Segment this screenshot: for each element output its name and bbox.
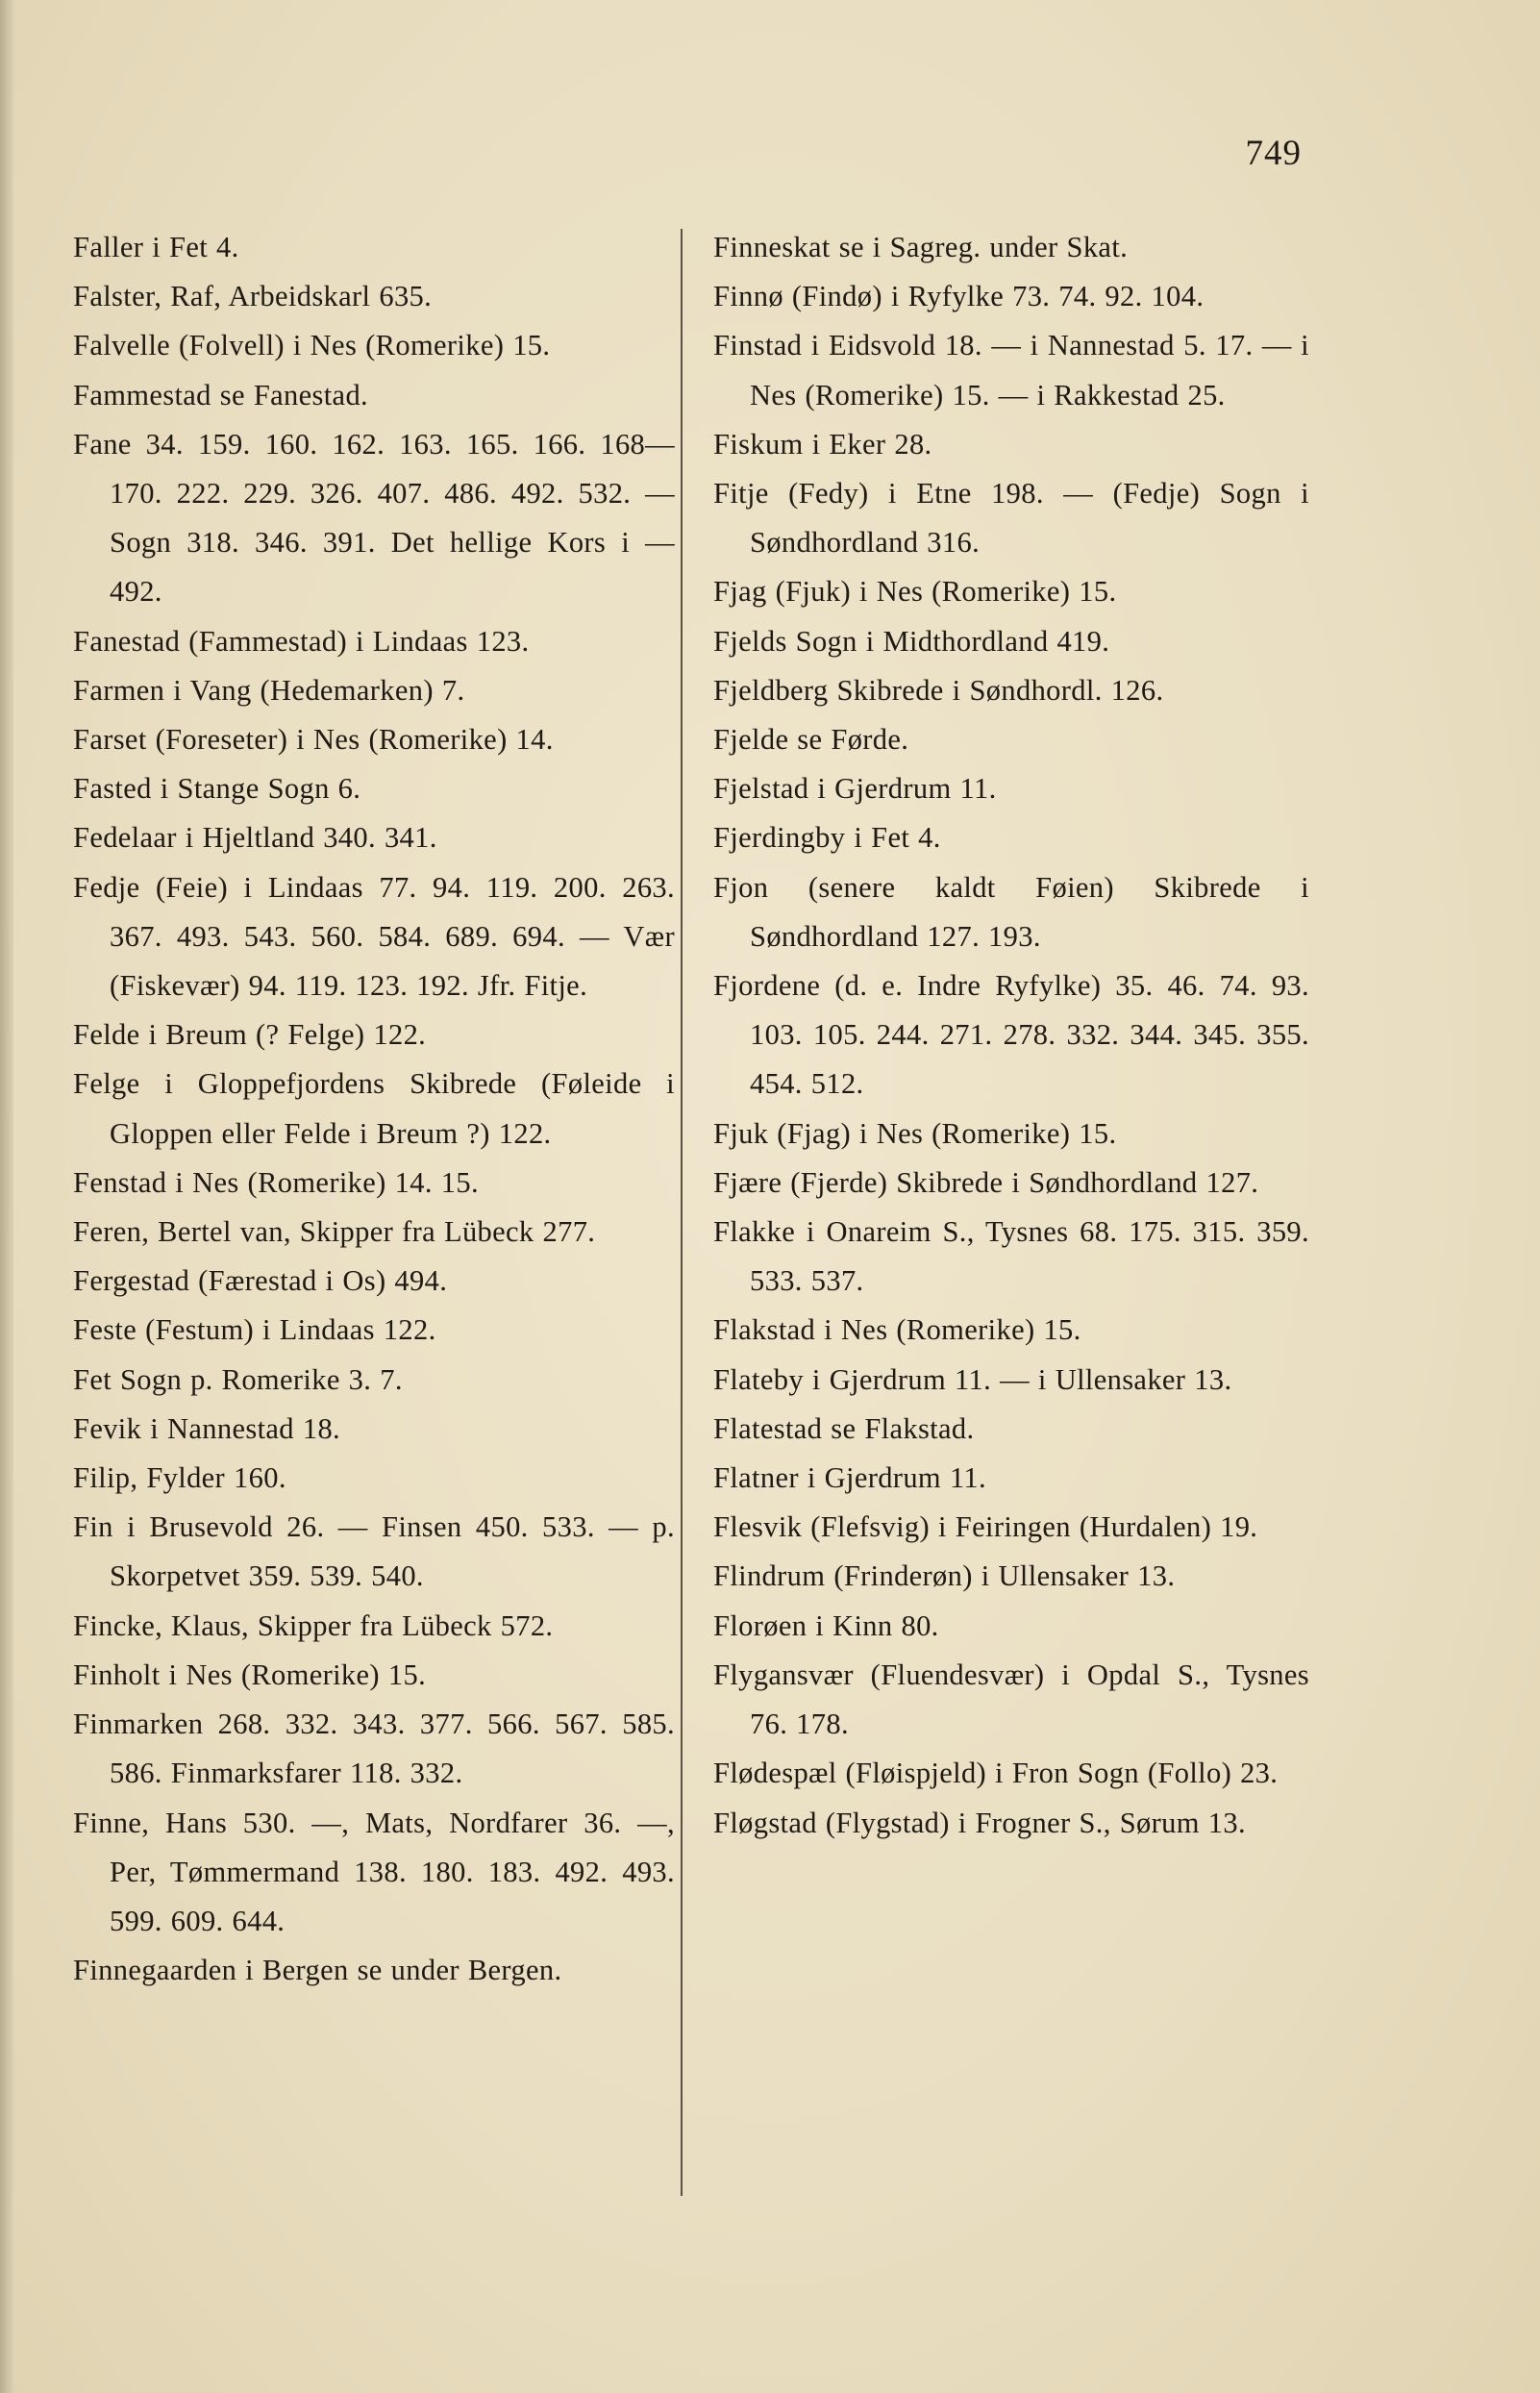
index-entry: Fet Sogn p. Romerike 3. 7.: [73, 1362, 403, 1396]
index-entry: Fergestad (Færestad i Os) 494.: [73, 1264, 448, 1298]
index-entry: Fevik i Nannestad 18.: [73, 1411, 341, 1445]
index-entry: Finstad i Eidsvold 18. — i Nannestad 5. 17. — i Nes (Romerike) 15. — i Rakkestad 25.: [713, 329, 1309, 411]
index-entry: Flesvik (Flefsvig) i Feiringen (Hurdalen) 19.: [713, 1510, 1258, 1544]
index-entry: Finneskat se i Sagreg. under Skat.: [713, 231, 1129, 263]
index-entry: Flindrum (Frinderøn) i Ullensaker 13.: [713, 1559, 1176, 1593]
index-entry: Flatestad se Flakstad.: [713, 1411, 975, 1445]
page-number: 749: [1245, 134, 1302, 173]
index-entry: Farset (Foreseter) i Nes (Romerike) 14.: [73, 723, 554, 757]
index-entry: Fiskum i Eker 28.: [713, 427, 932, 461]
index-entry: Fjag (Fjuk) i Nes (Romerike) 15.: [713, 575, 1117, 609]
index-entry: Fammestad se Fanestad.: [73, 378, 369, 411]
index-entry: Florøen i Kinn 80.: [713, 1608, 939, 1642]
index-entry: Fjelstad i Gjerdrum 11.: [713, 772, 997, 806]
column-divider: [681, 229, 683, 2196]
index-entry: Fedje (Feie) i Lindaas 77. 94. 119. 200. 263. 367. 493. 543. 560. 584. 689. 694. — Vær (Fiskevær) 94. 119. 123. 192. Jfr. Fitje.: [73, 870, 675, 1003]
index-entry: Flygansvær (Fluendesvær) i Opdal S., Tysnes 76. 178.: [713, 1658, 1309, 1741]
index-entry: Finholt i Nes (Romerike) 15.: [73, 1658, 427, 1691]
index-entry: Fjon (senere kaldt Føien) Skibrede i Søndhordland 127. 193.: [713, 870, 1309, 953]
index-entry: Fjeldberg Skibrede i Søndhordl. 126.: [713, 673, 1164, 707]
index-entry: Fjelde se Førde.: [713, 723, 909, 757]
index-entry: Flatner i Gjerdrum 11.: [713, 1461, 987, 1495]
index-entry: Feste (Festum) i Lindaas 122.: [73, 1313, 436, 1347]
index-entry: Faller i Fet 4.: [73, 231, 239, 263]
index-entry: Finnø (Findø) i Ryfylke 73. 74. 92. 104.: [713, 280, 1205, 313]
index-entry: Fedelaar i Hjeltland 340. 341.: [73, 821, 437, 855]
index-entry: Finne, Hans 530. —, Mats, Nordfarer 36. —, Per, Tømmermand 138. 180. 183. 492. 493. 599. 609. 644.: [73, 1806, 675, 1937]
index-entry: Fin i Brusevold 26. — Finsen 450. 533. — p. Skorpetvet 359. 539. 540.: [73, 1510, 675, 1593]
index-entry: Fjære (Fjerde) Skibrede i Søndhordland 127.: [713, 1165, 1259, 1199]
index-column-right: [713, 223, 1309, 1848]
index-entry: Fenstad i Nes (Romerike) 14. 15.: [73, 1165, 479, 1199]
index-entry: Fjordene (d. e. Indre Ryfylke) 35. 46. 74. 93. 103. 105. 244. 271. 278. 332. 344. 345. 355. 454. 512.: [713, 969, 1309, 1101]
index-entry: Fjelds Sogn i Midthordland 419.: [713, 624, 1110, 658]
index-entry: Flakke i Onareim S., Tysnes 68. 175. 315. 359. 533. 537.: [713, 1215, 1309, 1298]
index-entry: Flakstad i Nes (Romerike) 15.: [713, 1313, 1081, 1347]
index-entry: Felge i Gloppefjordens Skibrede (Føleide i Gloppen eller Felde i Breum ?) 122.: [73, 1067, 675, 1150]
index-entry: Felde i Breum (? Felge) 122.: [73, 1018, 427, 1052]
index-entry: Falster, Raf, Arbeidskarl 635.: [73, 280, 433, 313]
index-entry: Finnegaarden i Bergen se under Bergen.: [73, 1954, 562, 1987]
index-entry: Fitje (Fedy) i Etne 198. — (Fedje) Sogn i Søndhordland 316.: [713, 477, 1309, 560]
index-entry: Fasted i Stange Sogn 6.: [73, 772, 361, 806]
index-entry: Feren, Bertel van, Skipper fra Lübeck 277.: [73, 1215, 596, 1249]
index-column-left: [73, 223, 675, 1995]
index-entry: Flødespæl (Fløispjeld) i Fron Sogn (Follo) 23.: [713, 1757, 1279, 1790]
index-entry: Finmarken 268. 332. 343. 377. 566. 567. 585. 586. Finmarksfarer 118. 332.: [73, 1708, 675, 1790]
index-entry: Farmen i Vang (Hedemarken) 7.: [73, 673, 465, 707]
page-binding-edge: [0, 0, 13, 2393]
index-entry: Falvelle (Folvell) i Nes (Romerike) 15.: [73, 329, 551, 362]
index-entry: Fjerdingby i Fet 4.: [713, 821, 941, 855]
index-entry: Flateby i Gjerdrum 11. — i Ullensaker 13.: [713, 1362, 1232, 1396]
index-entry: Fjuk (Fjag) i Nes (Romerike) 15.: [713, 1116, 1117, 1150]
index-entry: Fincke, Klaus, Skipper fra Lübeck 572.: [73, 1608, 554, 1642]
index-entry: Fane 34. 159. 160. 162. 163. 165. 166. 168—170. 222. 229. 326. 407. 486. 492. 532. — Sogn 318. 346. 391. Det hellige Kors i — 492.: [73, 427, 675, 609]
index-entry: Fanestad (Fammestad) i Lindaas 123.: [73, 624, 530, 658]
index-entry: Filip, Fylder 160.: [73, 1461, 286, 1495]
index-entry: Fløgstad (Flygstad) i Frogner S., Sørum 13.: [713, 1806, 1246, 1839]
